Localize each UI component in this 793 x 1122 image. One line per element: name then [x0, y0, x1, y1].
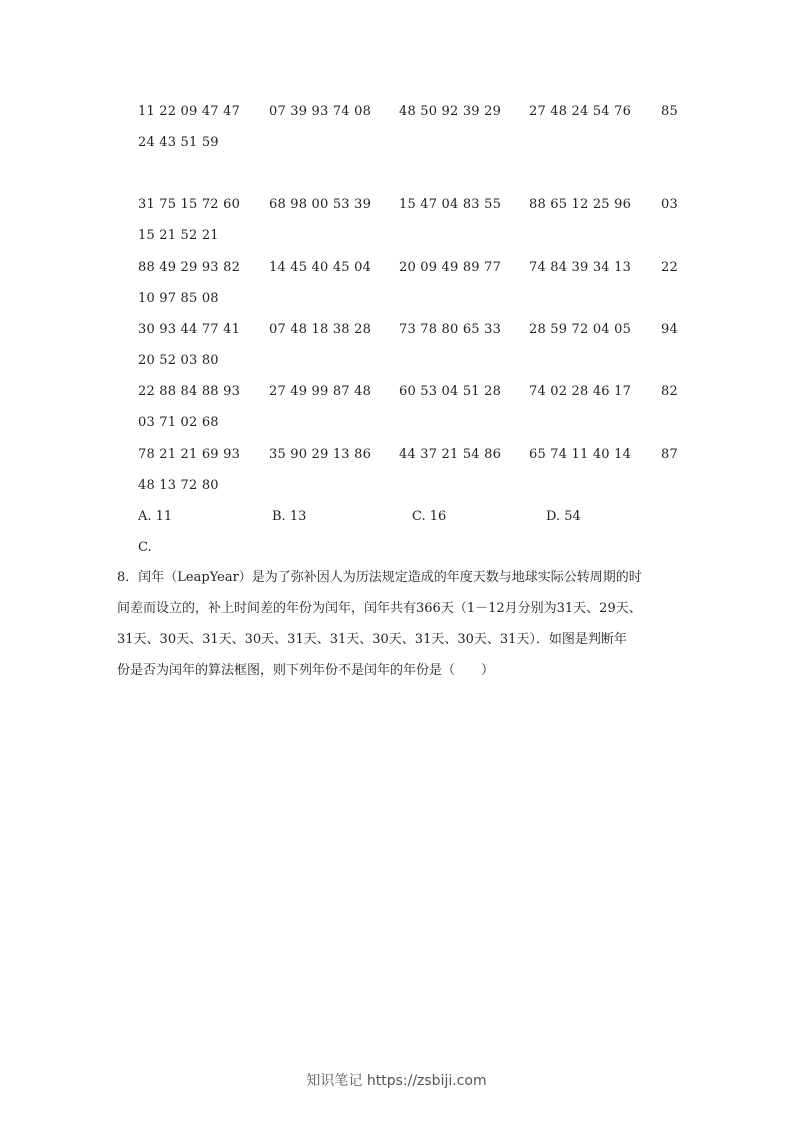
- table-cell: 65 74 11 40 14: [529, 447, 632, 462]
- table-cell: 87: [661, 447, 678, 462]
- option-b: B. 13: [272, 509, 307, 524]
- table-cell: 28 59 72 04 05: [529, 322, 632, 337]
- table-cell: 48 50 92 39 29: [399, 104, 502, 119]
- table-cell: 20 52 03 80: [138, 353, 219, 368]
- table-cell: 15 47 04 83 55: [399, 197, 502, 212]
- table-cell: 30 93 44 77 41: [138, 322, 241, 337]
- question-8-line-3: 31天、30天、31天、30天、31天、31天、30天、31天、30天、31天）．如图是判断年: [117, 632, 627, 647]
- table-cell: 85: [661, 104, 678, 119]
- footer-watermark: 知识笔记 https://zsbiji.com: [306, 1073, 487, 1089]
- table-cell: 24 43 51 59: [138, 135, 219, 150]
- question-8-line-4: 份是否为闰年的算法框图，则下列年份不是闰年的年份是（ ）: [117, 663, 495, 678]
- table-cell: 48 13 72 80: [138, 478, 219, 493]
- table-cell: 78 21 21 69 93: [138, 447, 241, 462]
- question-8-line-2: 间差而设立的，补上时间差的年份为闰年，闰年共有366天（1－12月分别为31天、29天、: [117, 601, 642, 616]
- table-cell: 03 71 02 68: [138, 415, 219, 430]
- table-cell: 88 65 12 25 96: [529, 197, 632, 212]
- table-cell: 07 48 18 38 28: [269, 322, 372, 337]
- table-cell: 07 39 93 74 08: [269, 104, 372, 119]
- table-cell: 94: [661, 322, 678, 337]
- table-cell: 22: [661, 260, 678, 275]
- table-cell: 10 97 85 08: [138, 291, 219, 306]
- table-cell: 88 49 29 93 82: [138, 260, 241, 275]
- table-cell: 20 09 49 89 77: [399, 260, 502, 275]
- table-cell: 11 22 09 47 47: [138, 104, 241, 119]
- table-cell: 74 02 28 46 17: [529, 384, 632, 399]
- table-cell: 27 48 24 54 76: [529, 104, 632, 119]
- table-cell: 74 84 39 34 13: [529, 260, 632, 275]
- table-cell: 03: [661, 197, 678, 212]
- option-d: D. 54: [546, 509, 581, 524]
- table-cell: 68 98 00 53 39: [269, 197, 372, 212]
- option-c: C. 16: [412, 509, 447, 524]
- table-cell: 35 90 29 13 86: [269, 447, 372, 462]
- table-cell: 27 49 99 87 48: [269, 384, 372, 399]
- option-a: A. 11: [138, 509, 173, 524]
- table-cell: 15 21 52 21: [138, 228, 219, 243]
- table-cell: 44 37 21 54 86: [399, 447, 502, 462]
- table-cell: 31 75 15 72 60: [138, 197, 241, 212]
- question-8-line-1: 8．闰年（LeapYear）是为了弥补因人为历法规定造成的年度天数与地球实际公转周期的时: [117, 570, 642, 585]
- table-cell: 14 45 40 45 04: [269, 260, 372, 275]
- answer-text: C.: [138, 540, 152, 555]
- table-cell: 73 78 80 65 33: [399, 322, 502, 337]
- table-cell: 82: [661, 384, 678, 399]
- table-cell: 22 88 84 88 93: [138, 384, 241, 399]
- table-cell: 60 53 04 51 28: [399, 384, 502, 399]
